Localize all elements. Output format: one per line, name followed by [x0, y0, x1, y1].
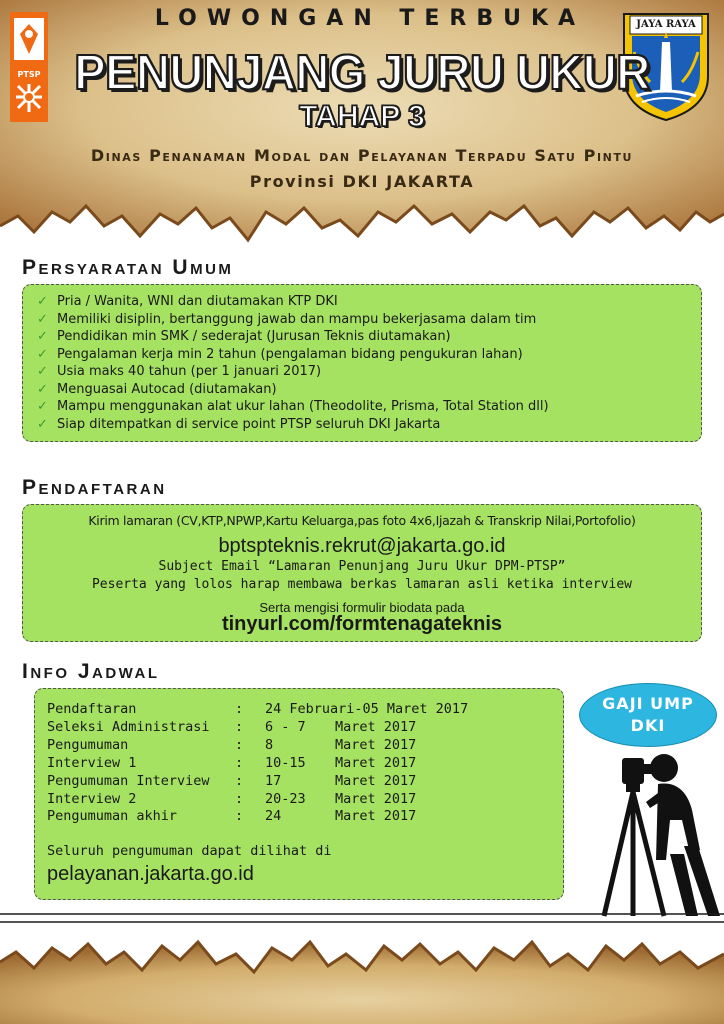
list-item [37, 311, 549, 329]
schedule-day: 10-15 [265, 754, 306, 771]
table-row [47, 737, 468, 755]
agency-province: Provinsi DKI JAKARTA [249, 172, 475, 191]
list-item [37, 346, 549, 364]
vacancy-tagline: LOWONGAN TERBUKA [154, 6, 586, 31]
requirements-list [37, 293, 549, 433]
poster-title: PENUNJANG JURU UKUR [74, 43, 650, 100]
surveyor-with-theodolite-icon [574, 750, 724, 920]
schedule-month: Maret 2017 [335, 754, 417, 771]
email-subject-instruction: Subject Email “Lamaran Penunjang Juru Ukur DPM-PTSP” [158, 559, 566, 574]
table-row [47, 808, 468, 826]
salary-badge-line2: DKI [630, 716, 666, 735]
schedule-separator: : [235, 718, 244, 735]
check-mark-icon: ✓ [37, 416, 48, 432]
schedule-month: Maret 2017 [335, 772, 417, 789]
salary-badge-line1: GAJI UMP [602, 694, 694, 713]
interview-note: Peserta yang lolos harap membawa berkas lamaran asli ketika interview [91, 577, 633, 592]
requirement-text: Pengalaman kerja min 2 tahun (pengalaman bidang pengukuran lahan) [57, 346, 523, 362]
announcement-note: Seluruh pengumuman dapat dilihat di [47, 843, 332, 859]
schedule-day: 8 [265, 736, 274, 753]
agency-name: Dinas Penanaman Modal dan Pelayanan Terpadu Satu Pintu [90, 146, 634, 165]
schedule-stage: Pengumuman akhir [47, 808, 178, 825]
biodata-form-link[interactable]: tinyurl.com/formtenagateknis [221, 613, 503, 635]
jaya-raya-label: JAYA RAYA [636, 19, 696, 30]
requirement-text: Mampu menggunakan alat ukur lahan (Theodolite, Prisma, Total Station dll) [57, 399, 549, 414]
schedule-stage: Interview 2 [47, 790, 137, 807]
schedule-stage: Interview 1 [47, 754, 137, 771]
table-row [47, 719, 468, 737]
schedule-panel [34, 688, 564, 900]
schedule-date: 24 Februari-05 Maret 2017 [265, 701, 469, 717]
check-mark-icon: ✓ [37, 399, 48, 414]
registration-panel [22, 504, 702, 642]
phase-subtitle: TAHAP 3 [299, 100, 425, 133]
table-row [47, 773, 468, 791]
salary-badge [580, 684, 716, 746]
schedule-month: Maret 2017 [335, 790, 417, 807]
requirement-text: Siap ditempatkan di service point PTSP seluruh DKI Jakarta [57, 416, 441, 432]
list-item [37, 363, 549, 381]
ptsp-logo-label: PTSP [17, 70, 41, 79]
schedule-stage: Seleksi Administrasi [47, 718, 210, 735]
list-item [37, 381, 549, 399]
requirements-heading: Persyaratan Umum [22, 256, 234, 279]
schedule-day: 24 [265, 808, 282, 825]
requirement-text: Menguasai Autocad (diutamakan) [57, 381, 277, 397]
check-mark-icon: ✓ [37, 294, 48, 309]
header-banner [0, 0, 724, 250]
requirements-panel [22, 284, 702, 442]
schedule-stage: Pendaftaran [47, 701, 137, 717]
schedule-day: 6 - 7 [265, 718, 306, 735]
application-email-link[interactable]: bptspteknis.rekrut@jakarta.go.id [218, 535, 506, 557]
schedule-month: Maret 2017 [335, 718, 417, 735]
registration-heading: Pendaftaran [22, 476, 167, 499]
schedule-day: 20-23 [265, 790, 306, 807]
schedule-separator: : [235, 772, 244, 789]
check-mark-icon: ✓ [37, 381, 48, 397]
schedule-separator: : [235, 701, 244, 717]
schedule-table [47, 701, 468, 826]
table-row [47, 701, 468, 719]
check-mark-icon: ✓ [37, 311, 48, 327]
schedule-day: 17 [265, 772, 282, 789]
check-mark-icon: ✓ [37, 346, 48, 362]
schedule-separator: : [235, 754, 244, 771]
parchment-footer [0, 924, 724, 1024]
list-item [37, 398, 549, 416]
list-item [37, 293, 549, 311]
schedule-heading: Info Jadwal [22, 660, 160, 683]
requirement-text: Pria / Wanita, WNI dan diutamakan KTP DKI [57, 294, 338, 309]
check-mark-icon: ✓ [37, 364, 48, 379]
list-item [37, 416, 549, 434]
schedule-stage: Pengumuman Interview [47, 772, 210, 789]
table-row [47, 755, 468, 773]
schedule-month: Maret 2017 [335, 736, 417, 753]
schedule-separator: : [235, 808, 244, 825]
schedule-stage: Pengumuman [47, 736, 129, 753]
form-instruction: Serta mengisi formulir biodata pada [259, 600, 465, 615]
schedule-month: Maret 2017 [335, 808, 417, 825]
schedule-separator: : [235, 736, 244, 753]
requirement-text: Memiliki disiplin, bertanggung jawab dan mampu bekerjasama dalam tim [57, 311, 537, 327]
check-mark-icon: ✓ [37, 329, 48, 344]
schedule-separator: : [235, 790, 244, 807]
table-row [47, 791, 468, 809]
list-item [37, 328, 549, 346]
application-documents: Kirim lamaran (CV,KTP,NPWP,Kartu Keluarga,pas foto 4x6,Ijazah & Transkrip Nilai,Portofolio) [88, 513, 636, 528]
requirement-text: Pendidikan min SMK / sederajat (Jurusan Teknis diutamakan) [57, 329, 451, 344]
requirement-text: Usia maks 40 tahun (per 1 januari 2017) [57, 364, 322, 379]
announcement-website-link[interactable]: pelayanan.jakarta.go.id [47, 863, 254, 885]
